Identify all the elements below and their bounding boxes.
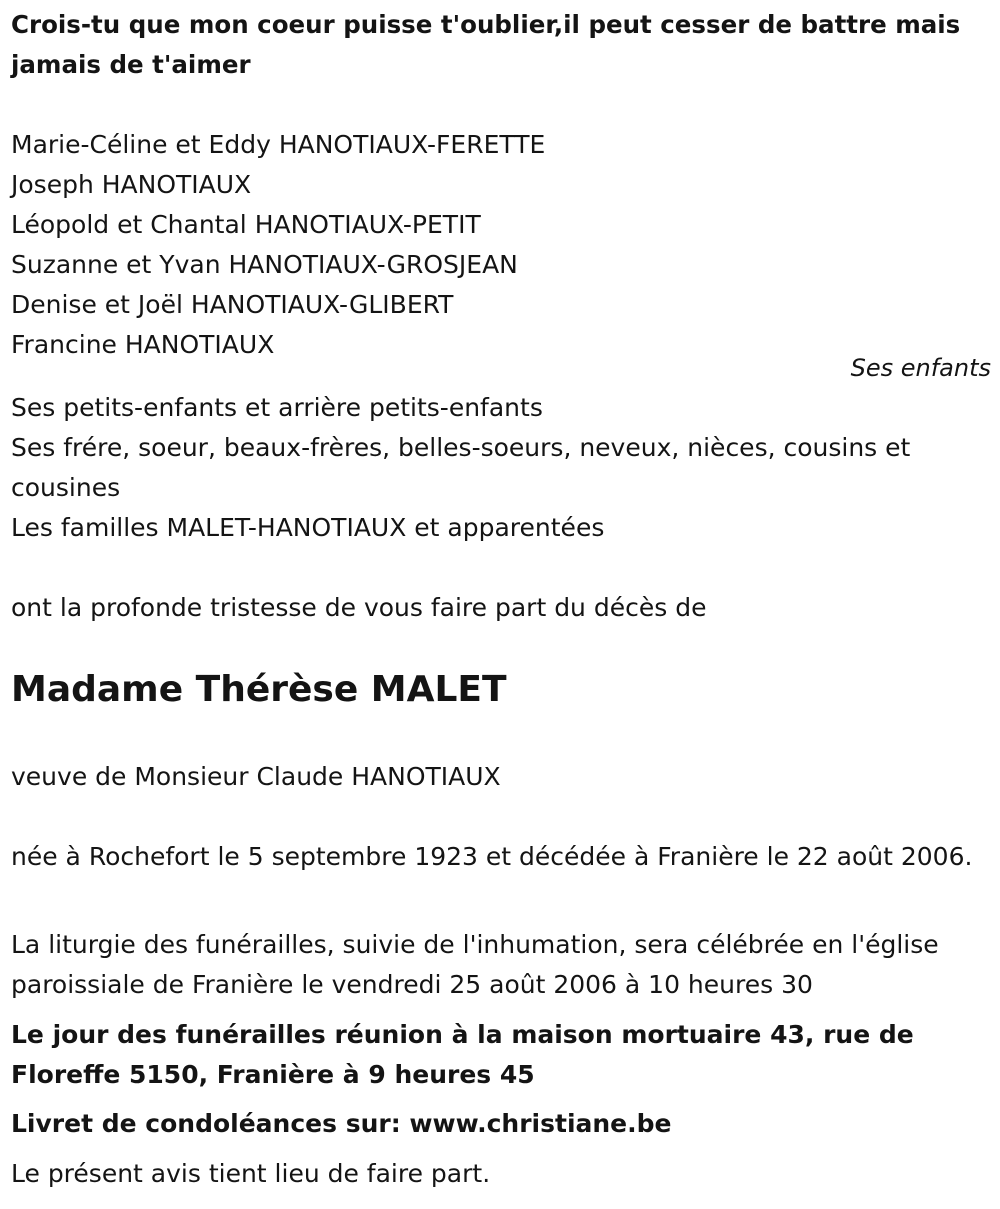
condolences-text: Livret de condoléances sur: www.christiane.be: [11, 1109, 672, 1138]
liturgy-text: La liturgie des funérailles, suivie de l'inhumation, sera célébrée en l'église paroissiale de Franière le vendredi 25 août 2006 à 10 heures 30: [11, 930, 939, 999]
relatives-entry: Ses frére, soeur, beaux-frères, belles-soeurs, neveux, nièces, cousins et cousines: [11, 433, 911, 502]
deceased-name: Madame Thérèse MALET: [11, 669, 507, 710]
child-entry: Joseph HANOTIAUX: [11, 170, 252, 199]
relatives-entry: Les familles MALET-HANOTIAUX et apparentées: [11, 513, 605, 542]
gathering-text: Le jour des funérailles réunion à la maison mortuaire 43, rue de Floreffe 5150, Franière à 9 heures 45: [11, 1020, 914, 1089]
child-entry: Suzanne et Yvan HANOTIAUX-GROSJEAN: [11, 250, 518, 279]
relatives-list: [11, 388, 986, 548]
announcement-text: ont la profonde tristesse de vous faire part du décès de: [11, 593, 707, 622]
epigraph: Crois-tu que mon coeur puisse t'oublier,il peut cesser de battre mais jamais de t'aimer: [11, 10, 961, 79]
children-list: [11, 125, 545, 365]
closing-notice: Le présent avis tient lieu de faire part.: [11, 1159, 491, 1188]
child-entry: Léopold et Chantal HANOTIAUX-PETIT: [11, 210, 481, 239]
children-role-label: Ses enfants: [850, 354, 991, 382]
child-entry: Denise et Joël HANOTIAUX-GLIBERT: [11, 290, 454, 319]
relatives-entry: Ses petits-enfants et arrière petits-enfants: [11, 393, 543, 422]
birth-death-text: née à Rochefort le 5 septembre 1923 et décédée à Franière le 22 août 2006.: [11, 842, 973, 871]
child-entry: Francine HANOTIAUX: [11, 330, 275, 359]
child-entry: Marie-Céline et Eddy HANOTIAUX-FERETTE: [11, 130, 546, 159]
widow-of-text: veuve de Monsieur Claude HANOTIAUX: [11, 762, 501, 791]
